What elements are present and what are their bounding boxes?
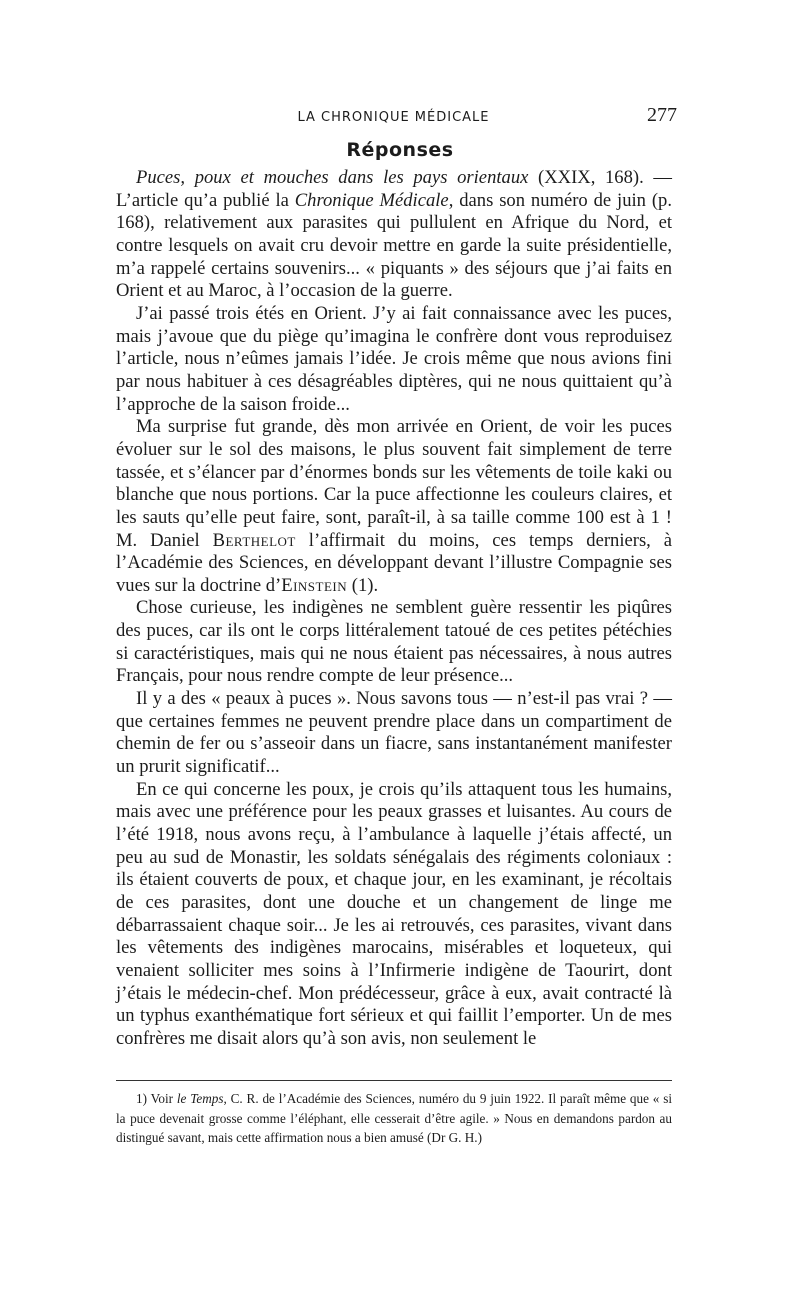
section-title: Réponses	[346, 139, 454, 161]
query-title: Puces, poux et mouches dans les pays orientaux	[136, 167, 529, 188]
paragraph-3-text-after: (1).	[347, 574, 379, 596]
paragraph-4: Chose curieuse, les indigènes ne semblent guère ressentir les piqûres des puces, car ils ont le corps littéralement tatoué de ces petites pétéchies si caractéristiques, mais qui ne nous étaient pas nécessaires, à nous autres Français, pour nous rendre compte de leur présence...	[116, 597, 672, 687]
article-body	[116, 167, 672, 1051]
paragraph-3-text-before: Ma surprise fut grande, dès mon arrivée en Orient, de voir les puces évoluer sur le sol des maisons, le plus souvent fait simplement de terre tassée, et s’élancer par d’énormes bonds sur les vêtements de toile kaki ou blanche que nous portions. Car la puce affectionne les couleurs claires, et les sauts qu’elle peut faire, sont, paraît-il, à sa taille comme 100 est à 1 ! M. Daniel	[116, 416, 672, 551]
paragraph-1-text: , dans son numéro de juin (p. 168), relativement aux parasites qui pullulent en Afrique du Nord, et contre lesquels on avait cru devoir mettre en garde la suite présidentielle, m’a rappelé certains souvenirs... « piquants » des séjours que j’ai faits en Orient et au Maroc, à l’occasion de la guerre.	[116, 189, 672, 302]
query-reference: (XXIX, 168). — L’article qu’a publié la	[116, 167, 672, 211]
paragraph-3-text-middle: l’affirmait du moins, ces temps derniers, à l’Académie des Sciences, en développant devant l’illustre Compagnie ses vues sur la doctrine d’	[116, 529, 673, 596]
paragraph-3	[116, 416, 672, 597]
footnote-source: le Temps	[176, 1091, 224, 1106]
paragraph-6: En ce qui concerne les poux, je crois qu’ils attaquent tous les humains, mais avec une préférence pour les peaux grasses et luisantes. Au cours de l’été 1918, nous avons reçu, à l’ambulance à laquelle j’étais affecté, un peu au sud de Monastir, les soldats sénégalais des régiments coloniaux : ils étaient couverts de poux, et chaque jour, en les examinant, je récoltais de ces parasites, dont une douche et un changement de linge me débarrassaient chaque soir... Je les ai retrouvés, ces parasites, vivant dans les vêtements des indigènes marocains, misérables et loqueteux, qui venaient solliciter mes soins à l’Infirmerie indigène de Taourirt, dont j’étais le médecin-chef. Mon prédécesseur, grâce à eux, avait contracté là un typhus exanthématique fort sérieux et qui faillit l’emporter. Un de mes confrères me disait alors qu’à son avis, non seulement le	[116, 778, 672, 1049]
footnote-text-block	[116, 1089, 672, 1148]
journal-name: Chronique Médicale	[294, 189, 449, 211]
paragraph-2: J’ai passé trois étés en Orient. J’y ai fait connaissance avec les puces, mais j’avoue que du piège qu’imagina le confrère dont vous reproduisez l’article, nous n’eûmes jamais l’idée. Je crois même que nous avions fini par nous habituer à ces désagréables diptères, qui ne nous quittaient qu’à l’approche de la saison froide...	[116, 302, 672, 415]
footnote-divider	[116, 1080, 672, 1081]
footnote-text: , C. R. de l’Académie des Sciences, numéro du 9 juin 1922. Il paraît même que « si la puce devenait grosse comme l’éléphant, elle cesserait d’être agile. » Nous en demandons pardon au distingué savant, mais cette affirmation nous a bien amusé (Dr G. H.)	[116, 1091, 673, 1145]
paragraph-5: Il y a des « peaux à puces ». Nous savons tous — n’est-il pas vrai ? — que certaines femmes ne peuvent prendre place dans un compartiment de chemin de fer ou s’asseoir dans un fiacre, sans instantanément manifester un prurit significatif...	[116, 688, 672, 778]
running-title: LA CHRONIQUE MÉDICALE	[297, 110, 490, 125]
page-number: 277	[647, 104, 677, 126]
name-berthelot: Berthelot	[212, 529, 296, 551]
footnote	[116, 1089, 672, 1148]
footnote-lead: 1) Voir	[136, 1091, 177, 1106]
running-head	[116, 104, 677, 128]
name-einstein: Einstein	[281, 574, 348, 596]
paragraph-1	[116, 167, 672, 303]
